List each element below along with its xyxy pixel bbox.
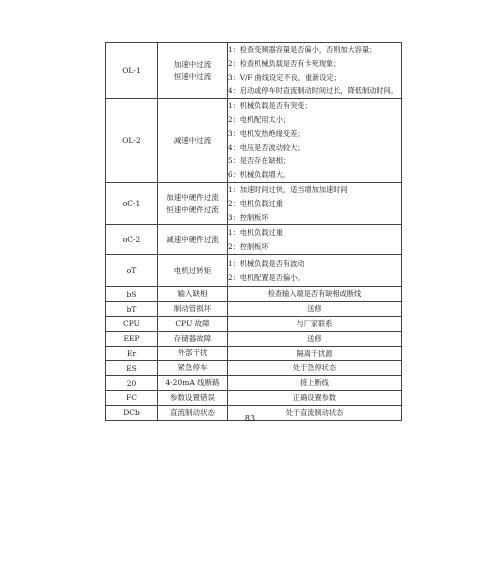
fault-code: FC — [106, 390, 158, 405]
table-row — [106, 390, 402, 405]
fault-name: 加速中硬件过流 恒速中硬件过流 — [158, 182, 228, 224]
fault-name: 紧急停车 — [158, 361, 228, 376]
fault-remedy: 1：加速时间过快，适当增加加速时间 2：电机负载过重 3：控制板坏 — [228, 182, 402, 224]
fault-name: 电机过转矩 — [158, 255, 228, 287]
fault-code: EEP — [106, 331, 158, 346]
fault-name: CPU 故障 — [158, 316, 228, 331]
table-row — [106, 331, 402, 346]
fault-remedy: 1：机械负载是否有突变； 2：电机配用太小； 3：电机发热绝缘变差； 4：电压是否波动较大； 5：是否存在缺相； 6：机械负载增大。 — [228, 99, 402, 183]
fault-remedy: 1：电机负载过重 2：控制板坏 — [228, 225, 402, 255]
fault-remedy: 送修 — [228, 302, 402, 317]
fault-name: 存储器故障 — [158, 331, 228, 346]
fault-code: OL-1 — [106, 43, 158, 99]
fault-name: 外部干扰 — [158, 346, 228, 361]
fault-code: Er — [106, 346, 158, 361]
fault-name: 加速中过流 恒速中过流 — [158, 43, 228, 99]
table-row — [106, 182, 402, 224]
fault-name: 直流制动状态 — [158, 405, 228, 420]
table-row — [106, 346, 402, 361]
fault-code: oT — [106, 255, 158, 287]
fault-remedy: 正确设置参数 — [228, 390, 402, 405]
fault-remedy: 送修 — [228, 331, 402, 346]
table-row — [106, 316, 402, 331]
fault-name: 制动管损坏 — [158, 302, 228, 317]
table-row — [106, 225, 402, 255]
table-row — [106, 43, 402, 99]
fault-code: OL-2 — [106, 99, 158, 183]
fault-code: bS — [106, 287, 158, 302]
table-row — [106, 376, 402, 391]
fault-remedy: 处于急停状态 — [228, 361, 402, 376]
fault-code: oC-2 — [106, 225, 158, 255]
fault-code: 20 — [106, 376, 158, 391]
fault-code: oC-1 — [106, 182, 158, 224]
fault-name: 4-20mA 线断路 — [158, 376, 228, 391]
fault-code: CPU — [106, 316, 158, 331]
fault-name: 减速中过流 — [158, 99, 228, 183]
fault-code: ES — [106, 361, 158, 376]
fault-remedy: 与厂家联系 — [228, 316, 402, 331]
table-row — [106, 255, 402, 287]
table-row — [106, 302, 402, 317]
fault-table — [105, 42, 402, 421]
fault-name: 输入缺相 — [158, 287, 228, 302]
fault-remedy: 处于直流制动状态 — [228, 405, 402, 420]
fault-name: 参数设置错误 — [158, 390, 228, 405]
fault-remedy: 隔离干扰源 — [228, 346, 402, 361]
fault-code: DCb — [106, 405, 158, 420]
page-number: 83 — [244, 414, 256, 423]
fault-remedy: 接上断线 — [228, 376, 402, 391]
table-row — [106, 287, 402, 302]
fault-code: bT — [106, 302, 158, 317]
table-row — [106, 99, 402, 183]
fault-name: 减速中硬件过流 — [158, 225, 228, 255]
fault-remedy: 1：机械负载是否有波动 2：电机配置是否偏小。 — [228, 255, 402, 287]
table-row — [106, 361, 402, 376]
fault-remedy: 1：检查变频器容量是否偏小，否则加大容量； 2：检查机械负载是否有卡死现象； 3：V/F 曲线设定不良，重新设定； 4：启动或停车时直流制动时间过长，降低制动时间。 — [228, 43, 402, 99]
fault-remedy: 检查输入端是否有缺相或断线 — [228, 287, 402, 302]
